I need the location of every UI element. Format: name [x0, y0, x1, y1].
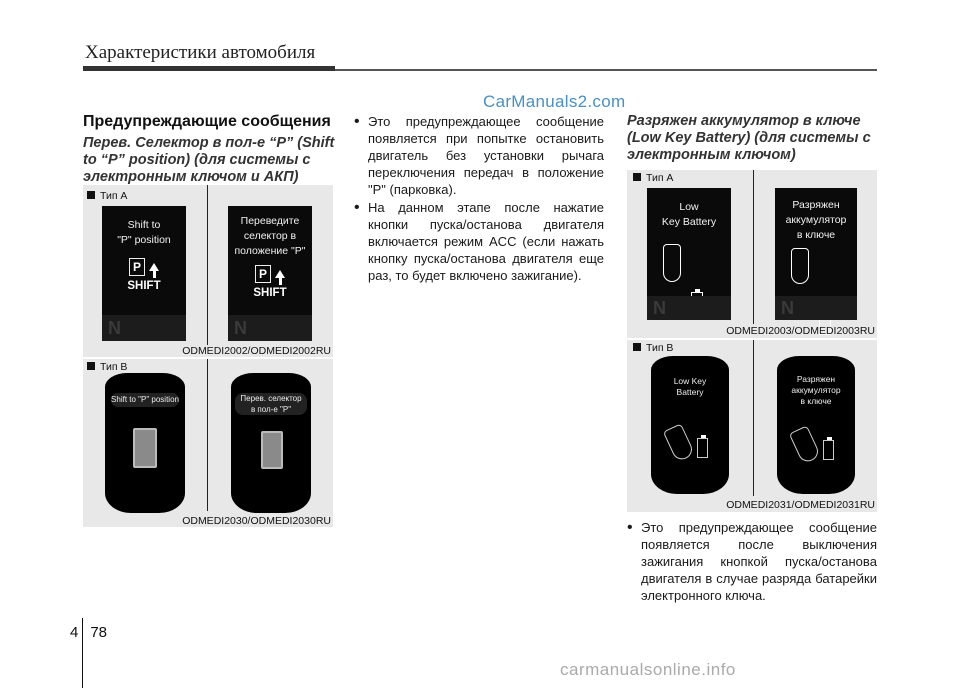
- page-header-title: Характеристики автомобиля: [85, 42, 316, 63]
- left-type-b-label: Тип B: [87, 361, 127, 373]
- bullet-text: Это предупреждающее сообщение появляется после выключения зажигания кнопкой пуска/остановa двигателя в случае разряда батарейки электронного ключа.: [641, 520, 877, 603]
- screen-line: в ключе: [796, 229, 836, 241]
- shift-label: SHIFT: [253, 287, 287, 299]
- screen-line: Key Battery: [661, 216, 717, 228]
- display-bottom-strip: N: [102, 315, 186, 341]
- square-bullet-icon: [87, 191, 95, 199]
- right-type-b-screen-1: [651, 356, 729, 494]
- shift-label: SHIFT: [127, 280, 161, 292]
- page-number-value: 78: [90, 624, 108, 641]
- right-type-b-label: Тип B: [633, 342, 673, 354]
- bullet-dot: •: [627, 519, 633, 536]
- gear-indicator: [102, 258, 186, 276]
- chapter-number: 4: [70, 624, 79, 641]
- screen-line: Shift to: [127, 219, 161, 231]
- pill-line: в пол-е "P": [250, 405, 292, 414]
- panel-divider: [207, 359, 208, 511]
- screen-line: Переведите: [240, 215, 300, 227]
- square-bullet-icon: [633, 173, 641, 181]
- smart-key-icon: [663, 423, 695, 462]
- right-subheading: Разряжен аккумулятор в ключе (Low Key Battery) (для системы с электронным ключом): [627, 113, 871, 163]
- figure-caption: ODMEDI2031/ODMEDI2031RU: [726, 499, 875, 511]
- gear-p-icon: P: [129, 258, 145, 276]
- gear-indicator: [228, 265, 312, 283]
- bullet-dot: •: [354, 199, 360, 216]
- screen-line: положение "P": [234, 245, 306, 257]
- right-type-b-panel: [627, 340, 877, 512]
- header-rule-thin: [335, 69, 877, 71]
- right-type-a-label: Тип A: [633, 172, 673, 184]
- left-subheading: Перев. Селектор в пол-е “P” (Shift to “P” position) (для системы с электронным ключом и АКП): [83, 135, 335, 185]
- watermark-top[interactable]: CarManuals2.com: [483, 92, 626, 111]
- page-number: [70, 624, 107, 641]
- header-rule-thick: [83, 66, 335, 71]
- right-type-a-panel: [627, 170, 877, 338]
- gear-lever-icon: [133, 428, 157, 468]
- bullet-text: На данном этапе после нажатие кнопки пуска/остановa двигателя включается режим ACC (если нажать кнопку пуска/остановa двигателя еще раз, то будет включено зажигание).: [368, 200, 604, 283]
- panel-divider: [753, 340, 754, 496]
- battery-icon: [697, 438, 708, 458]
- display-bottom-strip: N: [228, 315, 312, 341]
- figure-caption: ODMEDI2003/ODMEDI2003RU: [726, 325, 875, 337]
- middle-bullets: [354, 113, 604, 284]
- screen-line: Low: [679, 201, 699, 213]
- screen-line: аккумулятор: [791, 385, 841, 395]
- up-arrow-icon: [149, 263, 159, 271]
- battery-icon: [823, 440, 834, 460]
- screen-line: селектор в: [243, 230, 297, 242]
- figure-caption: ODMEDI2002/ODMEDI2002RU: [182, 345, 331, 357]
- smart-key-icon: [663, 244, 681, 282]
- watermark-bottom[interactable]: carmanualsonline.info: [560, 660, 736, 679]
- smart-key-icon: [789, 425, 821, 464]
- display-bottom-strip: N: [647, 296, 731, 320]
- screen-line: "P" position: [117, 234, 171, 246]
- page-number-divider: [82, 618, 83, 688]
- left-type-b-panel: [83, 359, 333, 527]
- gear-lever-icon: [261, 431, 283, 469]
- right-bullets: [627, 519, 877, 604]
- pill-line: Перев. селектор: [240, 394, 302, 403]
- screen-line: аккумулятор: [785, 214, 847, 226]
- bullet-item: [627, 519, 877, 604]
- screen-line: Low Key: [673, 376, 707, 386]
- left-type-b-screen-1: [105, 373, 185, 513]
- square-bullet-icon: [87, 362, 95, 370]
- screen-message: [777, 374, 855, 407]
- screen-message: [651, 376, 729, 398]
- bullet-text: Это предупреждающее сообщение появляется при попытке остановить двигатель без установки рычага переключения передач в положение "P" (парковка).: [368, 114, 604, 197]
- right-type-a-screen-2: [775, 188, 857, 320]
- right-type-a-screen-1: [647, 188, 731, 320]
- up-arrow-icon: [275, 270, 285, 278]
- section-title: Предупреждающие сообщения: [83, 113, 331, 130]
- gear-p-icon: P: [255, 265, 271, 283]
- screen-line: Battery: [676, 387, 704, 397]
- message-pill: [235, 393, 307, 415]
- right-type-b-screen-2: [777, 356, 855, 494]
- left-type-a-panel: [83, 185, 333, 357]
- screen-line: Разряжен: [792, 199, 840, 211]
- bullet-item: [354, 199, 604, 284]
- bullet-dot: •: [354, 113, 360, 130]
- left-type-b-screen-2: [231, 373, 311, 513]
- left-type-a-screen-1: [102, 206, 186, 341]
- left-type-a-label: Тип A: [87, 190, 127, 202]
- message-pill: Shift to "P" position: [111, 393, 179, 407]
- screen-line: Разряжен: [796, 374, 836, 384]
- panel-divider: [207, 185, 208, 345]
- panel-divider: [753, 170, 754, 324]
- figure-caption: ODMEDI2030/ODMEDI2030RU: [182, 515, 331, 527]
- square-bullet-icon: [633, 343, 641, 351]
- smart-key-icon: [791, 248, 809, 284]
- display-bottom-strip: N: [775, 296, 857, 320]
- left-type-a-screen-2: [228, 206, 312, 341]
- bullet-item: [354, 113, 604, 198]
- screen-line: в ключе: [800, 396, 832, 406]
